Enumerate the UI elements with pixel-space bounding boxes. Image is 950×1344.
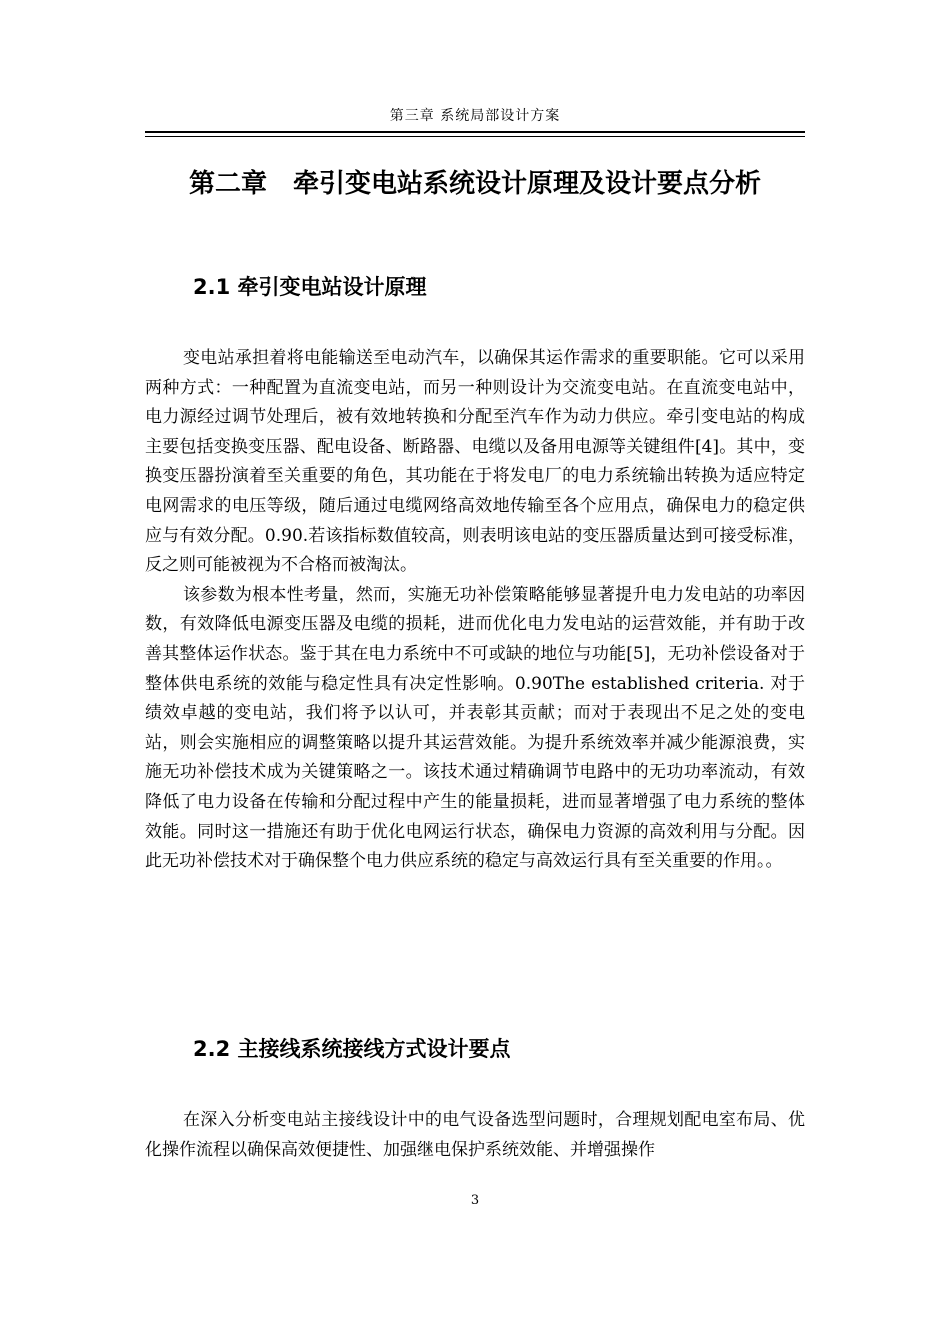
section-title-2-2: 2.2 主接线系统接线方式设计要点 xyxy=(193,1037,511,1061)
section-2-1-body xyxy=(145,344,805,877)
page-number: 3 xyxy=(470,1193,480,1208)
section-2-2-body xyxy=(145,1106,805,1165)
header-rule-thin xyxy=(145,136,805,137)
paragraph: 该参数为根本性考量，然而，实施无功补偿策略能够显著提升电力发电站的功率因数，有效降低电源变压器及电缆的损耗，进而优化电力发电站的运营效能，并有助于改善其整体运作状态。鉴于其在电力系统中不可或缺的地位与功能[5]，无功补偿设备对于整体供电系统的效能与稳定性具有决定性影响。0.90The established criteria. 对于绩效卓越的变电站，我们将予以认可，并表彰其贡献；而对于表现出不足之处的变电站，则会实施相应的调整策略以提升其运营效能。为提升系统效率并减少能源浪费，实施无功补偿技术成为关键策略之一。该技术通过精确调节电路中的无功功率流动，有效降低了电力设备在传输和分配过程中产生的能量损耗，进而显著增强了电力系统的整体效能。同时这一措施还有助于优化电网运行状态，确保电力资源的高效利用与分配。因此无功补偿技术对于确保整个电力供应系统的稳定与高效运行具有至关重要的作用。。 xyxy=(145,584,805,872)
chapter-title: 第二章 牵引变电站系统设计原理及设计要点分析 xyxy=(188,169,761,199)
running-header: 第三章 系统局部设计方案 xyxy=(389,108,561,124)
section-title-2-1: 2.1 牵引变电站设计原理 xyxy=(193,275,427,299)
paragraph: 在深入分析变电站主接线设计中的电气设备选型问题时，合理规划配电室布局、优化操作流程以确保高效便捷性、加强继电保护系统效能、并增强操作 xyxy=(145,1110,805,1160)
paragraph: 变电站承担着将电能输送至电动汽车，以确保其运作需求的重要职能。它可以采用两种方式：一种配置为直流变电站，而另一种则设计为交流变电站。在直流变电站中，电力源经过调节处理后，被有效地转换和分配至汽车作为动力供应。牵引变电站的构成主要包括变换变压器、配电设备、断路器、电缆以及备用电源等关键组件[4]。其中，变换变压器扮演着至关重要的角色，其功能在于将发电厂的电力系统输出转换为适应特定电网需求的电压等级，随后通过电缆网络高效地传输至各个应用点，确保电力的稳定供应与有效分配。0.90.若该指标数值较高，则表明该电站的变压器质量达到可接受标准，反之则可能被视为不合格而被淘汰。 xyxy=(145,348,805,576)
header-rule-thick xyxy=(145,131,805,133)
